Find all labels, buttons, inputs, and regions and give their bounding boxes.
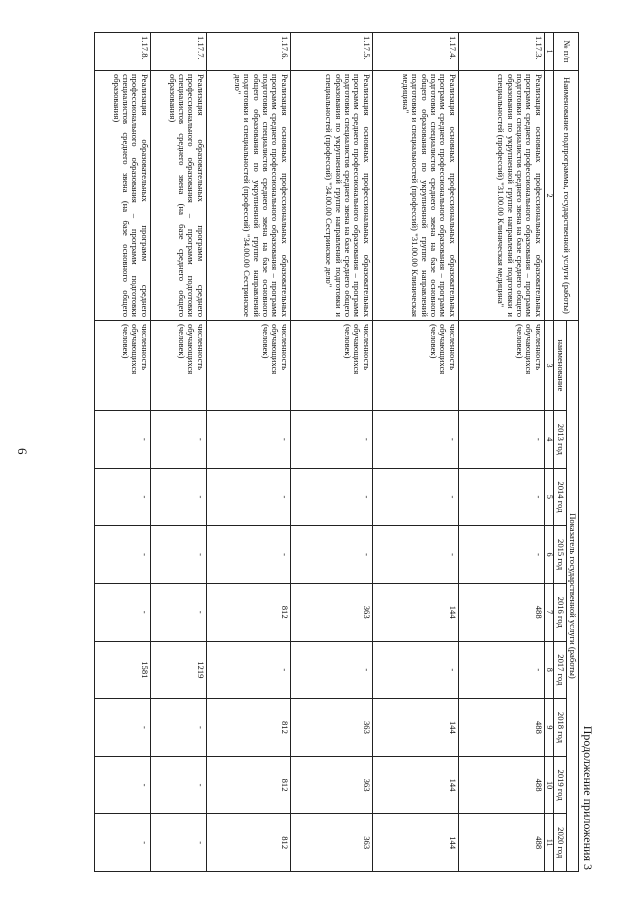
header-subprogram: Наименование подпрограммы, государственной услуги (работы)	[554, 71, 579, 321]
table-row	[150, 33, 206, 872]
value-cell: -	[150, 814, 206, 872]
header-year: 2017 год	[554, 641, 566, 699]
column-index: 5	[544, 468, 554, 526]
subprogram-name: Реализация основных профессиональных образовательных программ среднего профессионального образования – программ подготовки специалистов среднего звена на базе среднего общего образования по укрупненной группе направлений подготовки и специальностей (профессий) "34.00.00 Сестринское дело"	[290, 71, 372, 321]
value-cell: 363	[290, 699, 372, 757]
value-cell: 144	[372, 583, 458, 641]
value-cell: -	[206, 468, 290, 526]
value-cell: 488	[458, 699, 544, 757]
value-cell: -	[150, 526, 206, 584]
value-cell: -	[458, 526, 544, 584]
table-row	[94, 33, 150, 872]
column-index: 11	[544, 814, 554, 872]
value-cell: -	[94, 699, 150, 757]
header-name: наименование	[554, 321, 566, 411]
value-cell: -	[94, 411, 150, 469]
column-index: 7	[544, 583, 554, 641]
header-year: 2018 год	[554, 699, 566, 757]
header-year: 2014 год	[554, 468, 566, 526]
value-cell: 144	[372, 756, 458, 814]
indicator-name: численность обучающихся (человек)	[150, 321, 206, 411]
indicator-name: численность обучающихся (человек)	[372, 321, 458, 411]
row-number: 1.17.8.	[94, 33, 150, 71]
continuation-label: Продолжение приложения 3	[581, 725, 595, 870]
value-cell: -	[94, 756, 150, 814]
column-index: 6	[544, 526, 554, 584]
indicator-table	[94, 32, 579, 872]
table-row	[290, 33, 372, 872]
column-index: 1	[544, 33, 554, 71]
value-cell: -	[94, 468, 150, 526]
value-cell: -	[94, 814, 150, 872]
value-cell: -	[290, 526, 372, 584]
header-year: 2019 год	[554, 756, 566, 814]
value-cell: 488	[458, 583, 544, 641]
value-cell: 488	[458, 756, 544, 814]
value-cell: -	[372, 526, 458, 584]
table-row	[206, 33, 290, 872]
value-cell: 363	[290, 756, 372, 814]
column-index: 2	[544, 71, 554, 321]
value-cell: -	[150, 699, 206, 757]
value-cell: -	[94, 526, 150, 584]
column-index: 4	[544, 411, 554, 469]
value-cell: -	[150, 468, 206, 526]
value-cell: -	[372, 411, 458, 469]
table-row	[458, 33, 544, 872]
row-number: 1.17.3.	[458, 33, 544, 71]
header-year: 2013 год	[554, 411, 566, 469]
row-number: 1.17.5.	[290, 33, 372, 71]
value-cell: -	[150, 583, 206, 641]
value-cell: 1581	[94, 641, 150, 699]
page-number: 6	[15, 448, 30, 455]
value-cell: 812	[206, 814, 290, 872]
value-cell: -	[290, 411, 372, 469]
header-year: 2015 год	[554, 526, 566, 584]
value-cell: 144	[372, 699, 458, 757]
indicator-name: численность обучающихся (человек)	[290, 321, 372, 411]
subprogram-name: Реализация образовательных программ среднего профессионального образования – программ подготовки специалистов среднего звена (на базе основного общего образования)	[94, 71, 150, 321]
value-cell: -	[94, 583, 150, 641]
value-cell: -	[372, 468, 458, 526]
value-cell: -	[458, 468, 544, 526]
value-cell: -	[206, 526, 290, 584]
value-cell: -	[372, 641, 458, 699]
value-cell: -	[290, 468, 372, 526]
value-cell: -	[206, 641, 290, 699]
value-cell: -	[206, 411, 290, 469]
value-cell: 1219	[150, 641, 206, 699]
row-number: 1.17.6.	[206, 33, 290, 71]
subprogram-name: Реализация основных профессиональных образовательных программ среднего профессионального образования – программ подготовки специалистов среднего звена на базе основного общего образования по укрупненной группе направлений подготовки и специальностей (профессий) "34.00.00 Сестринское дело"	[206, 71, 290, 321]
value-cell: -	[458, 641, 544, 699]
column-index: 10	[544, 756, 554, 814]
value-cell: 144	[372, 814, 458, 872]
indicator-name: численность обучающихся (человек)	[206, 321, 290, 411]
column-index: 3	[544, 321, 554, 411]
value-cell: -	[150, 756, 206, 814]
indicator-name: численность обучающихся (человек)	[94, 321, 150, 411]
row-number: 1.17.4.	[372, 33, 458, 71]
rotated-page-content	[70, 32, 595, 872]
value-cell: 812	[206, 756, 290, 814]
subprogram-name: Реализация образовательных программ среднего профессионального образования – программ подготовки специалистов среднего звена (на базе среднего общего образования)	[150, 71, 206, 321]
value-cell: -	[290, 641, 372, 699]
subprogram-name: Реализация основных профессиональных образовательных программ среднего профессионального образования – программ подготовки специалистов среднего звена на базе среднего общего образования по укрупненной группе направлений подготовки и специальностей (профессий) "31.00.00 Клиническая медицина"	[458, 71, 544, 321]
subprogram-name: Реализация основных профессиональных образовательных программ среднего профессионального образования – программ подготовки специалистов среднего звена на базе основного общего образования по укрупненной группе направлений подготовки и специальностей (профессий) "31.00.00 Клиническая медицина"	[372, 71, 458, 321]
indicator-name: численность обучающихся (человек)	[458, 321, 544, 411]
header-indicator-group: Показатель государственной услуги (работы)	[566, 321, 578, 872]
value-cell: 812	[206, 583, 290, 641]
value-cell: 488	[458, 814, 544, 872]
value-cell: 812	[206, 699, 290, 757]
value-cell: -	[458, 411, 544, 469]
row-number: 1.17.7.	[150, 33, 206, 71]
value-cell: -	[150, 411, 206, 469]
header-year: 2020 год	[554, 814, 566, 872]
value-cell: 363	[290, 583, 372, 641]
column-index: 9	[544, 699, 554, 757]
column-index: 8	[544, 641, 554, 699]
table-row	[372, 33, 458, 872]
header-year: 2016 год	[554, 583, 566, 641]
value-cell: 363	[290, 814, 372, 872]
header-num: № п/п	[554, 33, 579, 71]
